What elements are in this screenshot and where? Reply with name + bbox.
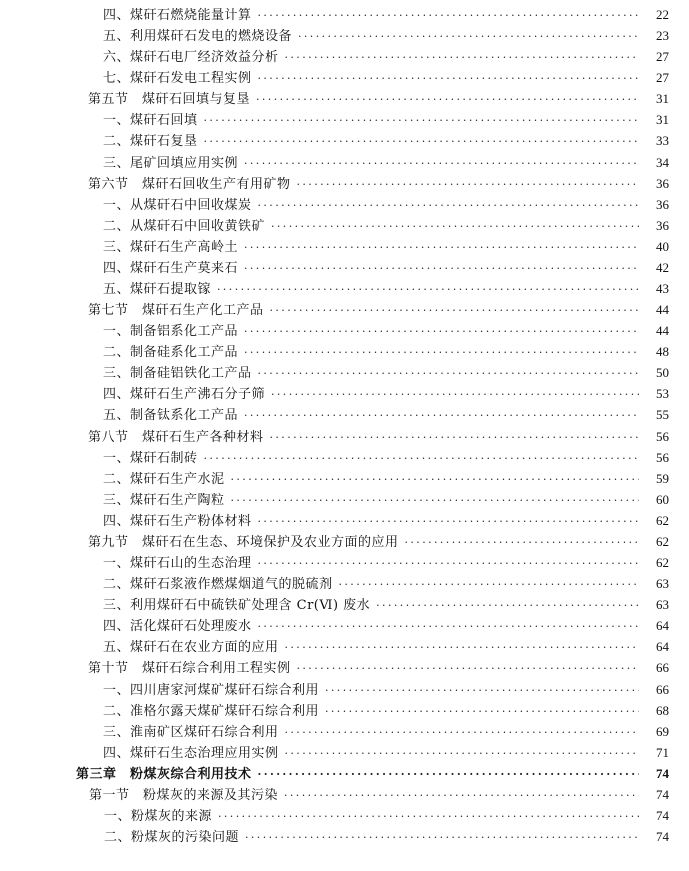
- toc-entry-title: 五、制备钛系化工产品: [103, 408, 239, 424]
- toc-entry-item: [0, 320, 689, 341]
- dot-leader: [245, 827, 639, 848]
- toc-entry-title: 第五节 煤矸石回填与复垦: [88, 92, 251, 108]
- toc-entry-subitem: [0, 826, 689, 847]
- toc-entry-title: 三、利用煤矸石中硫铁矿处理含 Cr(Ⅵ) 废水: [103, 598, 371, 614]
- dot-leader: [405, 532, 639, 553]
- toc-entry-title: 七、煤矸石发电工程实例: [103, 71, 252, 87]
- toc-entry-page-number: 69: [656, 723, 669, 739]
- toc-entry-section: [0, 88, 689, 109]
- toc-entry-subsection: [0, 784, 689, 805]
- dot-leader: [258, 195, 639, 216]
- dot-leader: [244, 342, 639, 363]
- toc-entry-title: 第一节 粉煤灰的来源及其污染: [89, 787, 279, 803]
- dot-leader: [218, 806, 639, 827]
- toc-entry-title: 二、煤矸石浆液作燃煤烟道气的脱硫剂: [103, 577, 333, 593]
- toc-entry-item: [0, 194, 689, 215]
- toc-entry-page-number: 56: [656, 449, 669, 465]
- toc-entry-page-number: 63: [656, 576, 669, 592]
- toc-entry-item: [0, 215, 689, 236]
- toc-entry-item: [0, 489, 689, 510]
- toc-entry-page-number: 64: [656, 639, 669, 655]
- toc-entry-title: 三、煤矸石生产高岭土: [103, 239, 239, 255]
- toc-entry-page-number: 71: [656, 744, 669, 760]
- toc-entry-title: 第七节 煤矸石生产化工产品: [88, 303, 264, 319]
- toc-entry-page-number: 31: [656, 112, 669, 128]
- toc-entry-item: [0, 362, 689, 383]
- toc-entry-section: [0, 426, 689, 447]
- toc-entry-item: [0, 636, 689, 657]
- toc-entry-title: 五、煤矸石提取镓: [103, 282, 212, 298]
- toc-entry-title: 一、煤矸石制砖: [103, 450, 198, 466]
- toc-entry-section: [0, 299, 689, 320]
- toc-entry-page-number: 74: [656, 807, 669, 823]
- dot-leader: [231, 469, 639, 490]
- dot-leader: [284, 785, 639, 806]
- toc-entry-title: 一、从煤矸石中回收煤炭: [103, 197, 252, 213]
- dot-leader: [271, 216, 639, 237]
- toc-entry-title: 三、制备硅铝铁化工产品: [103, 366, 252, 382]
- toc-entry-title: 第九节 煤矸石在生态、环境保护及农业方面的应用: [88, 534, 399, 550]
- toc-entry-title: 四、煤矸石燃烧能量计算: [103, 8, 252, 23]
- toc-entry-title: 一、煤矸石山的生态治理: [103, 556, 252, 572]
- toc-entry-title: 二、粉煤灰的污染问题: [104, 830, 240, 846]
- dot-leader: [244, 237, 639, 258]
- toc-entry-page-number: 68: [656, 702, 669, 718]
- toc-entry-title: 第六节 煤矸石回收生产有用矿物: [88, 176, 291, 192]
- toc-entry-title: 四、煤矸石生态治理应用实例: [103, 745, 279, 761]
- dot-leader: [285, 47, 639, 68]
- toc-entry-page-number: 48: [656, 344, 669, 360]
- toc-entry-page-number: 64: [656, 618, 669, 634]
- toc-entry-page-number: 43: [656, 281, 669, 297]
- toc-entry-page-number: 62: [656, 512, 669, 528]
- toc-entry-item: [0, 130, 689, 151]
- toc-entry-page-number: 31: [656, 91, 669, 107]
- dot-leader: [258, 68, 639, 89]
- toc-entry-title: 五、利用煤矸石发电的燃烧设备: [103, 29, 293, 45]
- toc-entry-title: 四、煤矸石生产莫来石: [103, 260, 239, 276]
- dot-leader: [270, 300, 639, 321]
- toc-page: [0, 4, 689, 847]
- dot-leader: [285, 722, 639, 743]
- toc-entry-page-number: 63: [656, 597, 669, 613]
- dot-leader: [244, 405, 639, 426]
- dot-leader: [270, 427, 639, 448]
- toc-entry-title: 一、粉煤灰的来源: [104, 808, 213, 824]
- dot-leader: [325, 680, 639, 701]
- dot-leader: [325, 701, 639, 722]
- toc-entry-item: [0, 468, 689, 489]
- toc-entry-page-number: 34: [656, 154, 669, 170]
- toc-entry-item: [0, 615, 689, 636]
- toc-entry-item: [0, 152, 689, 173]
- dot-leader: [204, 110, 639, 131]
- toc-entry-item: [0, 679, 689, 700]
- toc-entry-page-number: 27: [656, 70, 669, 86]
- toc-entry-title: 二、准格尔露天煤矿煤矸石综合利用: [103, 703, 320, 719]
- dot-leader: [244, 258, 639, 279]
- dot-leader: [298, 26, 639, 47]
- toc-entry-page-number: 74: [656, 786, 669, 802]
- toc-entry-item: [0, 594, 689, 615]
- toc-entry-title: 二、从煤矸石中回收黄铁矿: [103, 218, 266, 234]
- toc-entry-page-number: 36: [656, 175, 669, 191]
- toc-entry-page-number: 36: [656, 217, 669, 233]
- dot-leader: [256, 89, 639, 110]
- toc-entry-item: [0, 700, 689, 721]
- toc-entry-page-number: 74: [656, 765, 669, 781]
- toc-entry-page-number: 50: [656, 365, 669, 381]
- toc-entry-title: 一、制备铝系化工产品: [103, 324, 239, 340]
- dot-leader: [271, 384, 639, 405]
- toc-entry-item: [0, 109, 689, 130]
- dot-leader: [339, 574, 639, 595]
- toc-entry-page-number: 66: [656, 681, 669, 697]
- toc-entry-title: 三、尾矿回填应用实例: [103, 155, 239, 171]
- toc-entry-title: 一、煤矸石回填: [103, 113, 198, 129]
- toc-entry-item: [0, 25, 689, 46]
- dot-leader: [217, 279, 639, 300]
- toc-entry-page-number: 66: [656, 660, 669, 676]
- toc-entry-page-number: 22: [656, 7, 669, 22]
- toc-entry-page-number: 53: [656, 386, 669, 402]
- toc-entry-item: [0, 257, 689, 278]
- dot-leader: [285, 743, 639, 764]
- dot-leader: [231, 490, 639, 511]
- toc-entry-item: [0, 383, 689, 404]
- toc-entry-item: [0, 573, 689, 594]
- toc-entry-title: 四、煤矸石生产粉体材料: [103, 513, 252, 529]
- toc-entry-item: [0, 447, 689, 468]
- dot-leader: [244, 321, 639, 342]
- toc-entry-page-number: 59: [656, 470, 669, 486]
- dot-leader: [258, 511, 639, 532]
- toc-entry-title: 五、煤矸石在农业方面的应用: [103, 640, 279, 656]
- toc-entry-chapter: [0, 763, 689, 784]
- toc-entry-section: [0, 173, 689, 194]
- toc-entry-item: [0, 341, 689, 362]
- toc-entry-page-number: 62: [656, 555, 669, 571]
- dot-leader: [285, 637, 639, 658]
- toc-entry-item: [0, 721, 689, 742]
- toc-entry-page-number: 55: [656, 407, 669, 423]
- toc-entry-page-number: 33: [656, 133, 669, 149]
- toc-entry-title: 第八节 煤矸石生产各种材料: [88, 429, 264, 445]
- toc-entry-page-number: 44: [656, 302, 669, 318]
- toc-entry-page-number: 56: [656, 428, 669, 444]
- toc-entry-item: [0, 4, 689, 25]
- toc-entry-page-number: 23: [656, 28, 669, 44]
- toc-entry-item: [0, 510, 689, 531]
- toc-entry-page-number: 42: [656, 259, 669, 275]
- toc-entry-section: [0, 657, 689, 678]
- toc-entry-item: [0, 46, 689, 67]
- dot-leader: [258, 764, 639, 785]
- dot-leader: [204, 131, 639, 152]
- toc-entry-item: [0, 278, 689, 299]
- toc-entry-page-number: 27: [656, 49, 669, 65]
- toc-entry-title: 第十节 煤矸石综合利用工程实例: [88, 661, 291, 677]
- dot-leader: [244, 153, 639, 174]
- toc-entry-title: 四、煤矸石生产沸石分子筛: [103, 387, 266, 403]
- dot-leader: [297, 658, 639, 679]
- toc-entry-page-number: 44: [656, 323, 669, 339]
- toc-entry-item: [0, 236, 689, 257]
- toc-entry-page-number: 74: [656, 829, 669, 845]
- toc-entry-item: [0, 404, 689, 425]
- dot-leader: [258, 363, 639, 384]
- toc-entry-page-number: 60: [656, 491, 669, 507]
- dot-leader: [258, 5, 639, 26]
- toc-entry-title: 二、煤矸石复垦: [103, 134, 198, 150]
- dot-leader: [376, 595, 639, 616]
- toc-entry-title: 第三章 粉煤灰综合利用技术: [76, 766, 252, 782]
- toc-entry-title: 二、制备硅系化工产品: [103, 345, 239, 361]
- toc-entry-subitem: [0, 805, 689, 826]
- toc-entry-section: [0, 531, 689, 552]
- toc-entry-item: [0, 742, 689, 763]
- toc-entry-item: [0, 67, 689, 88]
- dot-leader: [258, 553, 639, 574]
- toc-entry-item: [0, 552, 689, 573]
- dot-leader: [258, 616, 639, 637]
- toc-entry-title: 二、煤矸石生产水泥: [103, 471, 225, 487]
- toc-entry-page-number: 36: [656, 196, 669, 212]
- toc-entry-title: 三、煤矸石生产陶粒: [103, 492, 225, 508]
- toc-entry-title: 六、煤矸石电厂经济效益分析: [103, 50, 279, 66]
- dot-leader: [204, 448, 639, 469]
- toc-entry-page-number: 40: [656, 238, 669, 254]
- toc-entry-title: 一、四川唐家河煤矿煤矸石综合利用: [103, 682, 320, 698]
- toc-entry-page-number: 62: [656, 533, 669, 549]
- dot-leader: [297, 174, 639, 195]
- toc-entry-title: 三、淮南矿区煤矸石综合利用: [103, 724, 279, 740]
- toc-entry-title: 四、活化煤矸石处理废水: [103, 619, 252, 635]
